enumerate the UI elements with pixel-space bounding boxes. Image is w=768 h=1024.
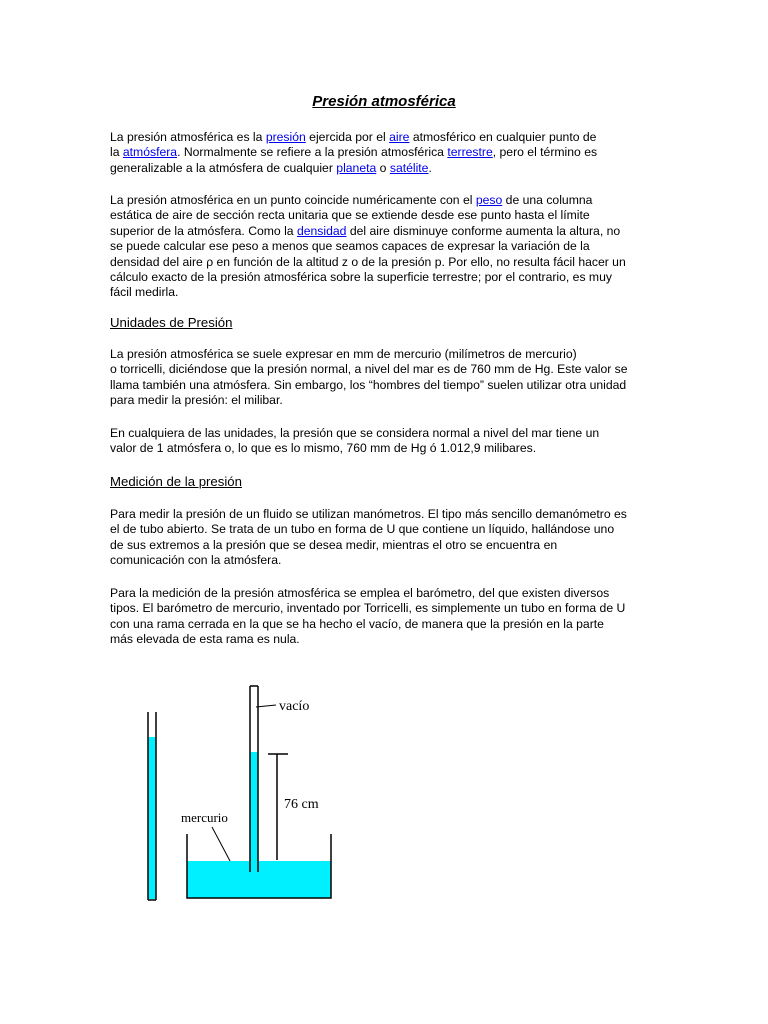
text-line: La presión atmosférica se suele expresar en mm de mercurio (milímetros de mercurio) <box>110 347 577 361</box>
link-densidad[interactable]: densidad <box>296 223 347 238</box>
manometer-paragraph <box>110 507 662 569</box>
left-tube-mercury <box>148 737 156 899</box>
text: del aire disminuye conforme aumenta la altura, no <box>346 223 621 238</box>
text-line: Para medir la presión de un fluido se utilizan manómetros. El tipo más sencillo demanómetro es <box>110 507 627 521</box>
link-peso[interactable]: peso <box>475 193 503 207</box>
text-line: tipos. El barómetro de mercurio, inventado por Torricelli, es simplemente un tubo en forma de U <box>110 601 626 616</box>
barometer-paragraph <box>110 586 662 648</box>
text-line: comunicación con la atmósfera. <box>110 553 282 568</box>
text: . Normalmente se refiere a la presión atmosférica <box>177 145 448 160</box>
link-presion[interactable]: presión <box>265 130 306 144</box>
link-planeta[interactable]: planeta <box>336 160 377 175</box>
tube-mercury-column <box>250 752 258 872</box>
page-title: Presión atmosférica <box>312 93 456 110</box>
text: , pero el término es <box>492 145 598 160</box>
text: ejercida por el <box>305 130 390 144</box>
units-paragraph <box>110 347 662 409</box>
text-line: estática de aire de sección recta unitaria que se extiende desde ese punto hasta el límite <box>110 208 590 223</box>
text: la <box>110 145 123 160</box>
text-line: o torricelli, diciéndose que la presión normal, a nivel del mar es de 760 mm de Hg. Este valor se <box>110 362 628 377</box>
text: o <box>376 160 390 175</box>
dish-mercury <box>187 861 331 898</box>
height-label: 76 cm <box>284 797 319 812</box>
section-heading-measurement: Medición de la presión <box>110 474 242 489</box>
text-line: para medir la presión: el milibar. <box>110 393 283 408</box>
text-line: cálculo exacto de la presión atmosférica sobre la superficie terrestre; por el contrario, es muy <box>110 270 612 285</box>
intro-paragraph <box>110 130 662 176</box>
text-line: llama también una atmósfera. Sin embargo, los “hombres del tiempo” suelen utilizar otra unidad <box>110 377 627 392</box>
text: generalizable a la atmósfera de cualquier <box>110 160 337 175</box>
mercury-pointer <box>212 827 230 861</box>
mercury-dish <box>187 834 331 898</box>
section-heading-units: Unidades de Presión <box>110 315 233 330</box>
text: . <box>428 160 432 175</box>
text-line <box>110 130 662 145</box>
vacuum-pointer <box>256 705 276 707</box>
text-line: En cualquiera de las unidades, la presión que se considera normal a nivel del mar tiene un <box>110 426 600 440</box>
text-line: más elevada de esta rama es nula. <box>110 632 300 647</box>
text-line: se puede calcular ese peso a menos que seamos capaces de expresar la variación de la <box>110 239 590 254</box>
text-line <box>110 161 662 176</box>
text-line: valor de 1 atmósfera o, lo que es lo mismo, 760 mm de Hg ó 1.012,9 milibares. <box>110 441 537 456</box>
link-atmosfera[interactable]: atmósfera <box>122 145 178 160</box>
barometer-figure <box>0 660 768 920</box>
text-line: con una rama cerrada en la que se ha hecho el vacío, de manera que la presión en la parte <box>110 616 604 631</box>
text-line: el de tubo abierto. Se trata de un tubo en forma de U que contiene un líquido, hallándose uno <box>110 522 615 537</box>
link-satelite[interactable]: satélite <box>389 160 429 175</box>
barometer-tube <box>250 686 258 872</box>
normal-pressure-paragraph <box>110 426 662 457</box>
definition-paragraph <box>110 193 662 301</box>
text: La presión atmosférica es la <box>110 130 266 144</box>
text-line <box>110 145 662 160</box>
mercury-label: mercurio <box>181 810 228 825</box>
text: superior de la atmósfera. Como la <box>110 223 297 238</box>
text: La presión atmosférica en un punto coincide numéricamente con el <box>110 193 476 207</box>
text-line: fácil medirla. <box>110 285 179 300</box>
vacuum-label: vacío <box>279 699 310 714</box>
text-line: densidad del aire ρ en función de la altitud z o de la presión p. Por ello, no resulta fácil hacer un <box>110 254 626 269</box>
text-line <box>110 224 662 239</box>
text: atmosférico en cualquier punto de <box>409 130 597 144</box>
text-line <box>110 193 662 208</box>
text: de una columna <box>502 193 593 207</box>
text-line: Para la medición de la presión atmosférica se emplea el barómetro, del que existen diversos <box>110 586 610 600</box>
link-terrestre[interactable]: terrestre <box>447 145 493 160</box>
text-line: de sus extremos a la presión que se desea medir, mientras el otro se encuentra en <box>110 537 558 552</box>
open-tube <box>148 712 156 900</box>
link-aire[interactable]: aire <box>389 130 410 144</box>
